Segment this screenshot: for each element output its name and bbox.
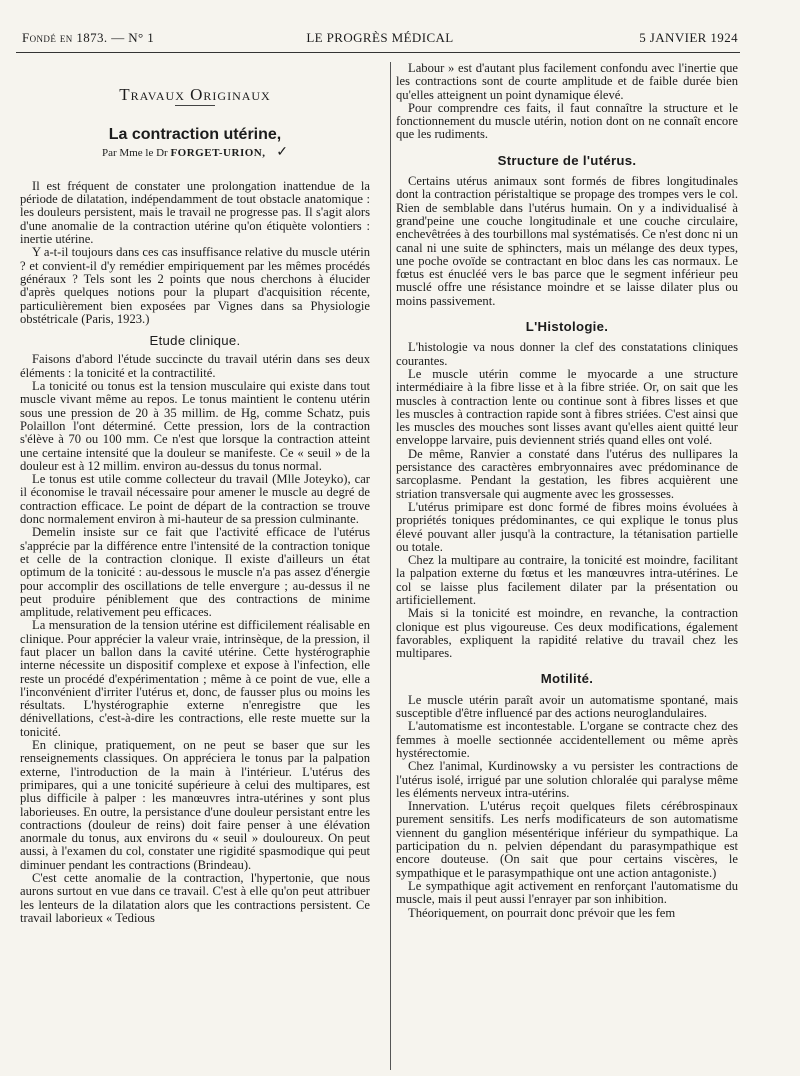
- paragraph: Théoriquement, on pourrait donc prévoir que les fem: [408, 905, 676, 920]
- paragraph: Certains utérus animaux sont formés de fibres longitudinales dont la contraction péristaltique se propage des trompes vers le col. Rien de semblable dans l'utérus humain. On y a individualisé à grand'peine une couche longitudinale et une couche circulaire, enchevêtrées à des tourbillons mal systématisés. Ce n'est donc ni un canal ni une suite de sphincters, mais un mélange des deux types, une poche ovoïde se contractant en bloc dans les cas normaux. Le fœtus est énucléé vers le bas parce que le segment inférieur peu musclé offre une résistance moindre et se laisse dilater plus ou moins passivement.: [396, 174, 738, 308]
- paragraph: Le sympathique agit activement en renforçant l'automatisme du muscle, mais il peut aussi l'enrayer par son inhibition.: [396, 878, 738, 907]
- paragraph: Pour comprendre ces faits, il faut connaître la structure et le fonctionnement du muscle utérin, notion dont on ne connaît encore que les rudiments.: [396, 100, 738, 142]
- check-mark: ✓: [276, 144, 288, 160]
- author-name: FORGET-URION,: [170, 146, 266, 159]
- paragraph: L'utérus primipare est donc formé de fibres moins évoluées à propriétés toniques prédominantes, ce qui explique le tonus plus élevé pouvant aller jusqu'à la contracture, la tétanisation partielle ou totale.: [396, 499, 738, 554]
- paragraph: Demelin insiste sur ce fait que l'activité efficace de l'utérus s'apprécie par la différence entre l'intensité de la contraction tonique et celle de la contraction clonique. Il existe d'ailleurs un état optimum de la tonicité : au-dessous le muscle n'a pas assez d'énergie pour accomplir des oscillations de telle envergure ; au-dessus il ne peut produire péniblement que des contractions de minime amplitude, relativement peu efficaces.: [20, 525, 370, 620]
- running-head: [22, 30, 738, 48]
- issue-date: 5 JANVIER 1924: [639, 30, 738, 45]
- subheading-histology: L'Histologie.: [525, 319, 609, 335]
- paragraph: Mais si la tonicité est moindre, en revanche, la contraction clonique est plus vigoureuse. Ces deux modifications, également favorables, expliquent la rapidité relative du travail chez les multipares.: [396, 606, 738, 661]
- paragraph: Innervation. L'utérus reçoit quelques filets cérébrospinaux purement sensitifs. Les nerfs modificateurs de son automatisme viennent du ganglion mésentérique inférieur du sympathique. La participation du n. pelvien dépendant du parasympathique est encore douteuse. (On sait que pour certains viscères, le sympathique et le parasympathique ont une action antagoniste.): [396, 799, 738, 880]
- article-title: La contraction utérine,: [108, 126, 282, 144]
- paragraph: L'automatisme est incontestable. L'organe se contracte chez des femmes à moelle sectionnée accidentellement ou même après hystérectomie.: [396, 719, 738, 760]
- paragraph: Le tonus est utile comme collecteur du travail (Mlle Joteyko), car il économise le travail nécessaire pour amener le muscle au degré de contraction efficace. Le point de départ de la contraction se trouve donc normalement environ à mi-hauteur de sa pression culminante.: [20, 472, 370, 527]
- right-column: [396, 62, 738, 920]
- header-rule: [16, 52, 740, 53]
- paragraph: De même, Ranvier a constaté dans l'utérus des nullipares la persistance des caractères embryonnaires avec prédominance de sarcoplasme. Pendant la gestation, les fibres acquièrent une striation transversale qui augmente avec les grossesses.: [396, 446, 738, 501]
- subheading-structure: Structure de l'utérus.: [497, 152, 637, 168]
- paragraph: Chez la multipare au contraire, la tonicité est moindre, facilitant la palpation externe du fœtus et les manœuvres intra-utérines. Le col se laisse plus facilement dilater par la présentation ou artificiellement.: [396, 553, 738, 607]
- paragraph: Y a-t-il toujours dans ces cas insuffisance relative du muscle utérin ? et convient-il d'y remédier empiriquement par les mêmes procédés généraux ? Tels sont les 2 points que nous cherchons à élucider d'après quelques notions pour la plupart d'acquisition récente, particulièrement bien exposées par Vignes dans sa Physiologie obstétricale (Paris, 1923.): [20, 245, 370, 326]
- paragraph: En clinique, pratiquement, on ne peut se baser que sur les renseignements classiques. On appréciera le tonus par la palpation externe, l'introduction de la main à l'intérieur. L'utérus des primipares, qui a une tonicité supérieure à celui des multipares, est plus difficile à palper : les manœuvres intra-utérines y sont plus laborieuses. En outre, la persistance d'une douleur persistant entre les contractions (douleur de reins) doit faire penser à une élévation anormale du tonus, aux environs du « seuil » douloureux. On peut aussi, à l'examen du col, constater une rigidité spasmodique qui peut diminuer pendant les contractions (Brindeau).: [20, 738, 370, 872]
- paragraph: Le muscle utérin comme le myocarde a une structure intermédiaire à la fibre lisse et à la fibre striée. Or, on sait que les muscles à contraction lente ou continue sont à fibres lisses et que les muscles à contraction rapide sont à fibres striées. C'est ainsi que les muscles des mouches sont lisses avant qu'elles aient quitté leur enveloppe larvaire, puis deviennent striés quand elles ont volé.: [396, 366, 738, 448]
- founded-note: Fondé en 1873. — N° 1: [22, 30, 155, 45]
- section-rule: [175, 105, 215, 106]
- paragraph: C'est cette anomalie de la contraction, l'hypertonie, que nous aurons surtout en vue dans ce travail. C'est à elle qu'on peut attribuer les lenteurs de la dilatation alors que les contractions persistent. Ce travail laborieux « Tedious: [20, 871, 370, 925]
- byline-prefix: Par Mme le Dr: [102, 146, 168, 159]
- subheading-motility: Motilité.: [540, 671, 594, 687]
- column-divider: [390, 62, 391, 1070]
- byline: [20, 146, 370, 160]
- paragraph: Chez l'animal, Kurdinowsky a vu persister les contractions de l'utérus isolé, irrigué par une solution chloralée qui paralyse même les éléments nerveux intra-utérins.: [396, 759, 738, 800]
- left-column: [20, 62, 370, 925]
- paragraph: Faisons d'abord l'étude succincte du travail utérin dans ses deux éléments : la tonicité et la contractilité.: [20, 352, 370, 380]
- subheading-clinical: Etude clinique.: [149, 333, 241, 349]
- paragraph: Labour » est d'autant plus facilement confondu avec l'inertie que les contractions sont de courte amplitude et de faible durée bien qu'elles atteignent un point dynamique élevé.: [396, 61, 738, 102]
- paragraph: L'histologie va nous donner la clef des constatations cliniques courantes.: [396, 340, 738, 368]
- paragraph: Il est fréquent de constater une prolongation inattendue de la période de dilatation, indépendamment de tout obstacle anatomique : les douleurs persistent, mais le travail ne progresse pas. Il s'agit alors d'une anomalie de la contraction utérine qu'on étiquète volontiers : inertie utérine.: [20, 178, 370, 247]
- paragraph: La tonicité ou tonus est la tension musculaire qui existe dans tout muscle vivant même au repos. Le tonus maintient le contenu utérin sous une pression de 20 à 35 millim. de Hg, comme Schatz, puis Polaillon l'ont déterminé. Cette pression, lors de la contraction s'élève à 70 ou 100 mm. Ce n'est que lorsque la contraction atteint une certaine intensité que la douleur se manifeste. Ce « seuil » de la douleur est à 12 millim. environ au-dessus du tonus normal.: [20, 379, 370, 473]
- section-title: Travaux Originaux: [119, 85, 271, 104]
- journal-title: LE PROGRÈS MÉDICAL: [306, 30, 454, 45]
- paragraph: La mensuration de la tension utérine est difficilement réalisable en clinique. Pour apprécier la valeur vraie, intrinsèque, de la pression, il faut placer un ballon dans la cavité utérine. Cette hystérographie interne nécessite un dispositif complexe et expose à l'infection, elle reste un procédé d'expérimentation ; même à ce point de vue, elle a l'inconvénient d'irriter l'utérus et, donc, de fausser plus ou moins les résultats. L'hystérographie externe n'enregistre que les dénivellations, c'est-à-dire les contractions, elle reste muette sur la tonicité.: [20, 618, 370, 739]
- paragraph: Le muscle utérin paraît avoir un automatisme spontané, mais susceptible d'être influencé par des actions neuroglandulaires.: [396, 692, 738, 721]
